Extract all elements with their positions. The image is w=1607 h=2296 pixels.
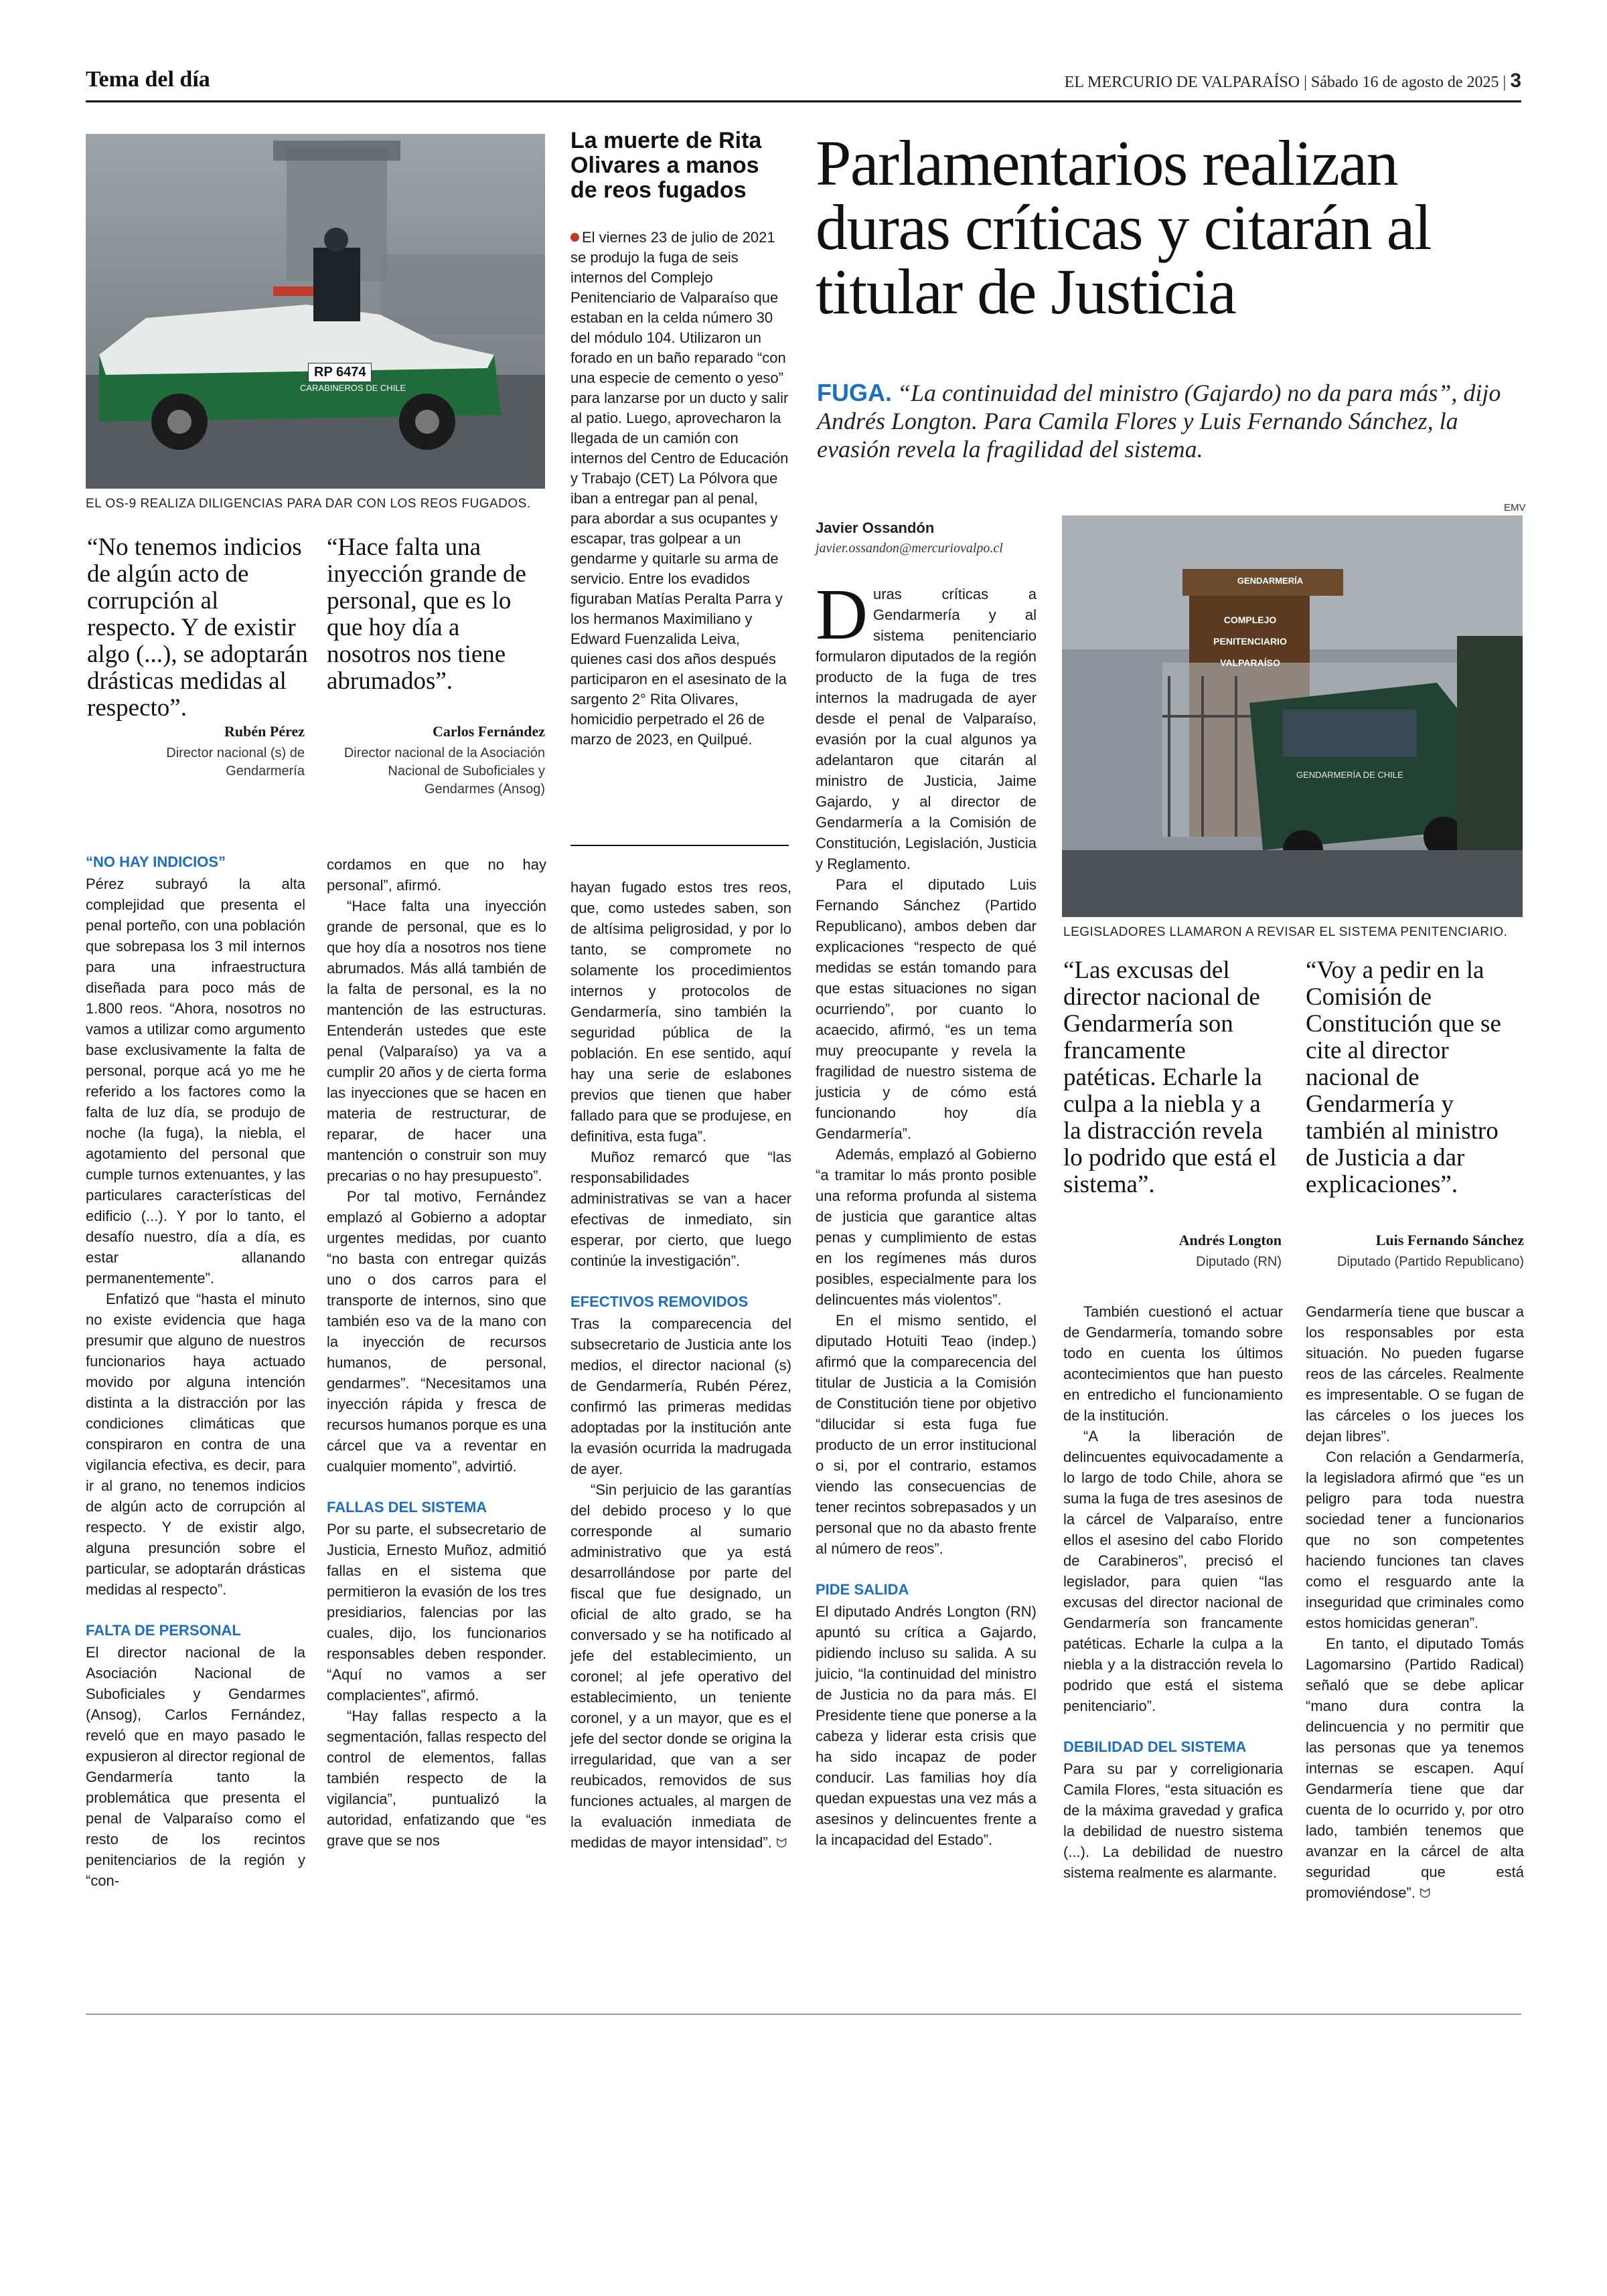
- subhead-no-hay-indicios: “NO HAY INDICIOS”: [86, 853, 226, 870]
- prison-sign: COMPLEJO PENITENCIARIO VALPARAÍSO: [1213, 614, 1287, 668]
- paragraph: Por tal motivo, Fernández emplazó al Gobierno a adoptar urgentes medidas, por cuanto “no basta con entregar quizás uno o dos carros para el transporte de internos, sino que también eso va de la mano con la inyección de recursos humanos, de personal, gendarmes”. “Necesitamos una inyección rápida y fresca de recursos humanos porque es una cárcel que va a reventar en cualquier momento”, advirtió.: [327, 1188, 546, 1475]
- paragraph: Enfatizó que “hasta el minuto no existe evidencia que haga presumir que alguno de nuestros funcionarios haya actuado movido por alguna intención distinta a la distracción por las condiciones climáticas que conspiraron en contra de una vigilancia efectiva, es decir, para ir al grano, no tenemos indicios de algún acto de corrupción al respecto. Y de existir algo, alguna presunción sobre el particular, se adoptarán drásticas medidas al respecto”.: [86, 1291, 305, 1598]
- photo-police-car: [86, 134, 545, 489]
- quote-role-sanchez: Diputado (Partido Republicano): [1336, 1254, 1524, 1269]
- paragraph: “A la liberación de delincuentes equivocadamente a lo largo de todo Chile, ahora se suma la fuga de tres asesinos de la cárcel de Valparaíso, entre ellos el asesino del cabo Florido de Carabineros”, precisó el legislador, para quien “las excusas del director nacional de Gendarmería son francamente patéticas. Echarle la culpa a la niebla y a la distracción revela lo podrido que está el sistema penitenciario”.: [1063, 1428, 1283, 1714]
- paragraph: Además, emplazó al Gobierno “a tramitar lo más pronto posible una reforma profunda al sistema de justicia que garantice altas penas y cumplimiento de estas en los regímenes más duros posibles, especialmente para los delincuentes más violentos”.: [816, 1146, 1037, 1308]
- sidebar-text: El viernes 23 de julio de 2021 se produjo la fuga de seis internos del Complejo Penitenciario de Valparaíso que estaban en la celda número 30 del módulo 104. Utilizaron un forado en un baño reparado “con una especie de cemento o yeso” para lanzarse por un ducto y salir al patio. Luego, aprovecharon la llegada de un camión con internos del Centro de Educación y Trabajo (CET) La Pólvora que iban a entregar pan al penal, para abordar a sus ocupantes y escapar, tras golpear a un gendarme y quitarle su arma de servicio. Entre los evadidos figuraban Matías Peralta Parra y los hermanos Maximiliano y Edward Fuenzalida Leiva, quienes casi dos años después participaron en el asesinato de la sargento 2° Rita Olivares, homicidio perpetrado el 26 de marzo de 2023, en Quilpué.: [570, 229, 789, 748]
- paragraph: Por su parte, el subsecretario de Justicia, Ernesto Muñoz, admitió fallas en el sistema que permitieron la evasión de los tres presidiarios, falencias por las cuales, dijo, los funcionarios responsables deben responder. “Aquí no vamos a ser complacientes”, afirmó.: [327, 1521, 546, 1704]
- column-2: [327, 854, 546, 1851]
- quote-author-perez: Rubén Pérez: [224, 723, 305, 740]
- paragraph: Con relación a Gendarmería, la legisladora afirmó que “es un peligro para toda nuestra sociedad tener a funcionarios que no son competentes haciendo funciones tan claves como el resguardo ante la inseguridad que criminales como estos homicidas generan”.: [1306, 1449, 1524, 1631]
- sidebar-title: La muerte de Rita Olivares a manos de reos fugados: [570, 128, 762, 203]
- column-3: [570, 877, 791, 1854]
- pull-quote-longton: “Las excusas del director nacional de Gendarmería son francamente patéticas. Echarle la culpa a la niebla y a la distracción revela lo podrido que está el sistema”.: [1063, 957, 1277, 1198]
- page-number: 3: [1510, 70, 1521, 92]
- column-6: [1306, 1301, 1524, 1904]
- paragraph: El director nacional de la Asociación Nacional de Suboficiales y Gendarmes (Ansog), Carlos Fernández, reveló que en mayo pasado le expusieron al director regional de Gendarmería tanto la problemática que presenta el penal de Valparaíso como el resto de los recintos penitenciarios de la región y “con-: [86, 1644, 305, 1889]
- photo-prison-entrance: [1062, 515, 1523, 917]
- masthead: EL MERCURIO DE VALPARAÍSO | Sábado 16 de agosto de 2025 | 3: [1064, 70, 1521, 92]
- car-text: CARABINEROS DE CHILE: [300, 383, 406, 393]
- section-label: Tema del día: [86, 67, 210, 92]
- end-mark-icon: ᗢ: [775, 1836, 787, 1851]
- paragraph: Para el diputado Luis Fernando Sánchez (Partido Republicano), ambos deben dar explicaciones “respecto de qué medidas se están tomando para que estas situaciones no sigan ocurriendo”, por cuanto lo acaecido, afirmó, “es un tema muy preocupante y revela la fragilidad de nuestro sistema de justicia y de cómo está funcionando hoy día Gendarmería”.: [816, 876, 1037, 1142]
- issue-date: Sábado 16 de agosto de 2025: [1310, 74, 1499, 91]
- red-dot-icon: [570, 233, 579, 242]
- column-1: [86, 851, 305, 1891]
- officer: [313, 248, 360, 321]
- paragraph: Muñoz remarcó que “las responsabilidades administrativas se van a hacer efectivas de inmediato, sin esperar, por cierto, que luego continúe la investigación”.: [570, 1149, 791, 1269]
- paragraph: En el mismo sentido, el diputado Hotuiti Teao (indep.) afirmó que la comparecencia del titular de Justicia a la Comisión de Constitución tiene por objetivo “dilucidar si esta fuga fue producto de un error institucional o si, por el contrario, estamos viendo las consecuencias de tener recintos sobrepasados y un personal que no da abasto frente al número de reos”.: [816, 1312, 1037, 1557]
- subhead-efectivos-removidos: EFECTIVOS REMOVIDOS: [570, 1293, 749, 1310]
- quote-author-sanchez: Luis Fernando Sánchez: [1375, 1232, 1524, 1248]
- kicker-tag: FUGA.: [817, 379, 892, 406]
- publication-name: EL MERCURIO DE VALPARAÍSO: [1064, 74, 1300, 91]
- quote-author-longton: Andrés Longton: [1178, 1232, 1282, 1248]
- subhead-pide-salida: PIDE SALIDA: [816, 1581, 909, 1598]
- subhead-debilidad-del-sistema: DEBILIDAD DEL SISTEMA: [1063, 1738, 1247, 1755]
- byline-author: Javier Ossandón: [816, 519, 935, 536]
- sidebar-bottom-rule: [570, 845, 789, 846]
- quote-role-longton: Diputado (RN): [1196, 1254, 1282, 1269]
- paragraph: El diputado Andrés Longton (RN) apuntó su crítica a Gajardo, pidiendo incluso su salida. A su juicio, “la continuidad del ministro de Justicia no da para más. El Presidente tiene que ponerse a la cabeza y liderar esta crisis que ha sido incapaz de poder conducir. Las familias hoy día quedan expuestas una vez más a asesinos y delincuentes frente a la incapacidad del Estado”.: [816, 1603, 1037, 1848]
- paragraph: También cuestionó el actuar de Gendarmería, tomando sobre todo en cuenta los últimos acontecimientos que han puesto en entredicho el funcionamiento de la institución.: [1063, 1303, 1283, 1424]
- van-text: GENDARMERÍA DE CHILE: [1296, 770, 1403, 780]
- paragraph: “Hace falta una inyección grande de personal, que es lo que hoy día a nosotros nos tiene abrumados. Más allá también de la falta de personal, es la no mantención de las estructuras. Entenderán ustedes que este penal (Valparaíso) ya va a cumplir 20 años y de cierta forma las inyecciones que se hacen en materia de restructurar, de reparar, de hacer una mantención o construir son muy precarias o no hay presupuesto”.: [327, 898, 546, 1184]
- car-plate: RP 6474: [308, 363, 372, 382]
- pull-quote-sanchez: “Voy a pedir en la Comisión de Constitución que se cite al director nacional de Gendarmería y también al ministro de Justicia a dar explicaciones”.: [1306, 957, 1501, 1198]
- bottom-rule: [86, 2014, 1521, 2015]
- siren-light: [273, 286, 320, 296]
- pull-quote-fernandez: “Hace falta una inyección grande de personal, que es lo que hoy día a nosotros nos tiene abrumados”.: [327, 534, 526, 695]
- paragraph: “Sin perjuicio de las garantías del debido proceso y lo que corresponde al sumario administrativo que ya está desarrollándose por parte del fiscal que fue designado, un oficial de alto grado, se ha conversado y se ha notificado al jefe del establecimiento, un coronel; al jefe operativo del establecimiento, un teniente coronel, y a un mayor, que es el jefe del sector donde se origina la irregularidad, que van a ser reubicados, removidos de sus funciones actuales, al margen de la evaluación inmediata de medidas de mayor intensidad”. ᗢ: [570, 1481, 791, 1851]
- quote-role-perez: Director nacional (s) de Gendarmería: [166, 746, 305, 778]
- byline-email[interactable]: javier.ossandon@mercuriovalpo.cl: [816, 541, 1003, 556]
- paragraph: “Hay fallas respecto a la segmentación, fallas respecto del control de elementos, fallas también respecto de la vigilancia”, puntualizó la autoridad, enfatizando que “es grave que se nos: [327, 1708, 546, 1849]
- paragraph: Para su par y correligionaria Camila Flores, “esta situación es de la máxima gravedad y grafica la debilidad de nuestro sistema (...). La debilidad de nuestro sistema realmente es alarmante.: [1063, 1760, 1283, 1881]
- kicker: FUGA. “La continuidad del ministro (Gajardo) no da para más”, dijo Andrés Longton. Para Camila Flores y Luis Fernando Sánchez, la evasión revela la fragilidad del sistema.: [817, 379, 1501, 463]
- drop-cap: D: [816, 575, 868, 655]
- subhead-fallas-del-sistema: FALLAS DEL SISTEMA: [327, 1499, 487, 1515]
- paragraph: Pérez subrayó la alta complejidad que presenta el penal porteño, con una población que sobrepasa los 3 mil internos para una infraestructura diseñada para poco más de 1.800 reos. “Ahora, nosotros no vamos a utilizar como argumento base exclusivamente la falta de personal, porque acá yo me he referido a los factores como la falta de luz día, se produjo de noche (la fuga), la niebla, el agotamiento del personal que cumple turnos extenuantes, y las particulares características del edificio (...). Y por lo tanto, el desafío nuestro, día a día, es estar allanando permanentemente”.: [86, 876, 305, 1287]
- lead-paragraph: Duras críticas a Gendarmería y al sistema penitenciario formularon diputados de la región producto de la fuga de tres internos la madrugada de ayer desde el penal de Valparaíso, evasión por la cual algunos ya adelantaron que citarán al ministro de Justicia, Jaime Gajardo, y al director de Gendarmería a la Comisión de Constitución, Legislación, Justicia y Reglamento.: [816, 575, 1037, 872]
- column-4: [816, 575, 1037, 1850]
- column-5: [1063, 1301, 1283, 1883]
- paragraph: hayan fugado estos tres reos, que, como ustedes saben, son de altísima peligrosidad, y por lo tanto, se compromete no solamente los procedimientos internos y protocolos de Gendarmería, sino también la seguridad pública de la población. En ese sentido, aquí hay una serie de eslabones previos que tienen que haber fallado para que se produjese, en definitiva, esta fuga”.: [570, 879, 791, 1145]
- quote-role-fernandez: Director nacional de la Asociación Nacional de Suboficiales y Gendarmes (Ansog): [343, 746, 545, 797]
- paragraph: En tanto, el diputado Tomás Lagomarsino (Partido Radical) señaló que se debe aplicar “mano dura contra la delincuencia y no permitir que las personas que ya tenemos internas se escapen. Aquí Gendarmería tiene que dar cuenta de lo ocurrido y, por otro lado, también tenemos que avanzar en la cárcel de alta seguridad que está promoviéndose”. ᗢ: [1306, 1635, 1524, 1901]
- photo-caption-2: LEGISLADORES LLAMARON A REVISAR EL SISTEMA PENITENCIARIO.: [1063, 925, 1508, 939]
- top-rule: [86, 100, 1521, 102]
- paragraph: Gendarmería tiene que buscar a los responsables por esta situación. No pueden fugarse reos de las cárceles. Realmente es impresentable. O se fugan de las cárceles o los jueces los dejan libres”.: [1306, 1303, 1524, 1445]
- photo-caption: EL OS-9 REALIZA DILIGENCIAS PARA DAR CON LOS REOS FUGADOS.: [86, 497, 531, 511]
- subhead-falta-de-personal: FALTA DE PERSONAL: [86, 1622, 241, 1639]
- quote-author-fernandez: Carlos Fernández: [432, 723, 545, 740]
- sign-top: GENDARMERÍA: [1237, 576, 1304, 586]
- end-mark-icon: ᗢ: [1419, 1886, 1431, 1901]
- pull-quote-perez: “No tenemos indicios de algún acto de corrupción al respecto. Y de existir algo (...), se adoptarán drásticas medidas al respecto”.: [87, 534, 308, 722]
- paragraph: cordamos en que no hay personal”, afirmó.: [327, 856, 546, 894]
- headline: Parlamentarios realizan duras críticas y citarán al titular de Justicia: [816, 127, 1432, 327]
- photo-credit: EMV: [1504, 502, 1526, 513]
- paragraph: Tras la comparecencia del subsecretario de Justicia ante los medios, el director nacional (s) de Gendarmería, Rubén Pérez, confirmó las primeras medidas adoptadas por la institución ante la evasión ocurrida la madrugada de ayer.: [570, 1315, 791, 1477]
- police-car-illustration: [86, 134, 545, 489]
